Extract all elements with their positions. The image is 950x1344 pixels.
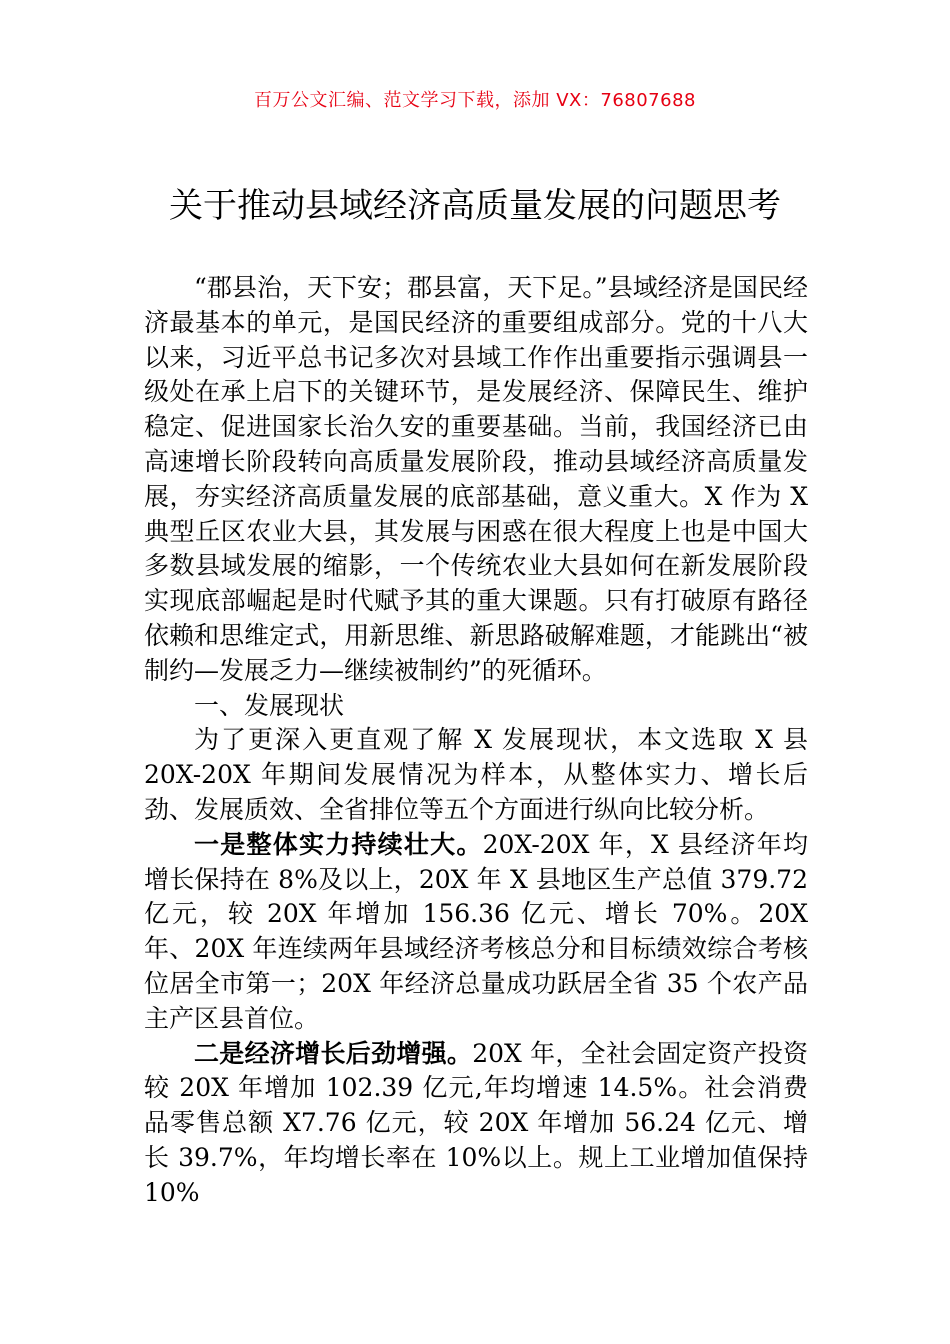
point-text-2: 20X 年，全社会固定资产投资较 20X 年增加 102.39 亿元,年均增速 14.5%。社会消费品零售总额 X7.76 亿元，较 20X 年增加 56.24 亿元、增长 39.7%，年均增长率在 10%以上。规上工业增加值保持 10% (144, 1038, 808, 1207)
point-paragraph-2 (144, 1037, 808, 1211)
document-body (144, 271, 808, 1211)
header-banner: 百万公文汇编、范文学习下载，添加 VX：76807688 (254, 90, 696, 111)
section-heading: 一、发展现状 (194, 690, 345, 720)
point-lead-1: 一是整体实力持续壮大。 (194, 829, 483, 859)
intro-paragraph: “郡县治，天下安；郡县富，天下足。”县域经济是国民经济最基本的单元，是国民经济的重要组成部分。党的十八大以来，习近平总书记多次对县域工作作出重要指示强调县一级处在承上启下的关键环节，是发展经济、保障民生、维护稳定、促进国家长治久安的重要基础。当前，我国经济已由高速增长阶段转向高质量发展阶段，推动县域经济高质量发展，夯实经济高质量发展的底部基础，意义重大。X 作为 X 典型丘区农业大县，其发展与困惑在很大程度上也是中国大多数县域发展的缩影，一个传统农业大县如何在新发展阶段实现底部崛起是时代赋予其的重大课题。只有打破原有路径依赖和思维定式，用新思维、新思路破解难题，才能跳出“被制约—发展乏力—继续被制约”的死循环。 (144, 273, 808, 685)
point-lead-2: 二是经济增长后劲增强。 (194, 1038, 473, 1068)
document-title: 关于推动县域经济高质量发展的问题思考 (169, 186, 781, 226)
point-paragraph-1 (144, 828, 808, 1037)
section-intro-paragraph: 为了更深入更直观了解 X 发展现状，本文选取 X 县 20X-20X 年期间发展情况为样本，从整体实力、增长后劲、发展质效、全省排位等五个方面进行纵向比较分析。 (144, 725, 808, 824)
point-text-1: 20X-20X 年，X 县经济年均增长保持在 8%及以上，20X 年 X 县地区生产总值 379.72 亿元，较 20X 年增加 156.36 亿元、增长 70%。20X 年、20X 年连续两年县域经济考核总分和目标绩效综合考核位居全市第一；20X 年经济总量成功跃居全省 35 个农产品主产区县首位。 (144, 829, 808, 1033)
